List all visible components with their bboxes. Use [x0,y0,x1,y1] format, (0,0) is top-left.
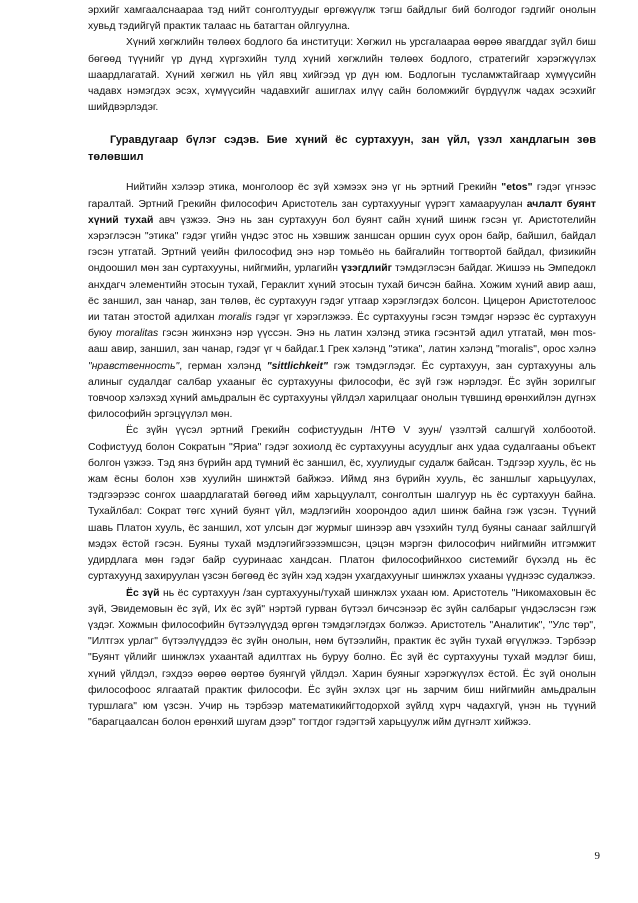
paragraph-1: эрхийг хамгаалснаараа тэд нийт сонголтуудыг өргөжүүлж тэгш байдлыг бий болгодог гэдгийг онолын хувьд тэдийгүй практик талаас нь батагтан ойлгуулна. [88,5,596,33]
page-number: 9 [594,850,600,862]
paragraph-4: Ёс зүйн үүсэл эртний Грекийн софистуудын /НТӨ V зуун/ үзэлтэй салшгүй холбоотой. Софистууд болон Сократын "Яриа" гэдэг зохиолд ёс суртахууны асуудлыг анх удаа судалгааны объект болгон үзжээ. Тэд янз бүрийн ард түмний ёс заншил, ёс, хуулиудыг судалж байсан. Тэдгээр хууль, ёс нь жам ёсны болон хэв хуулийн шинжтэй байжээ. Иймд янз бүрийн хууль, ёс заншлыг харьцуулах, тэдгээрээс сонгох шаардлагатай бөгөөд ийм харьцуулалт, сонголтын шалгуур нь ёс суртахуун байна. Тухайлбал: Сократ төгс хүний буянт үйл, мэдлэгийн хоорондоо адил шинж байна гэж үзсэн. Түүний шавь Платон хууль, ёс заншил, хот улсын дэг журмыг шинээр авч үзэхийн тулд буяны санааг зайлшгүй мэдэх ёстой гэсэн. Буяны тухай мэдлэгийгээзэмшсэн, цэцэн мэргэн философич нийгмийн итгэмжит удирдлага мөн гэдэг байр сууринаас хандсан. Платон философийнхоо системийг бүхэлд нь ёс суртахуунд захируулан үзсэн бөгөөд ёс зүйн хэд хэдэн ухагдахууныг шинжлэх ухааны үүднээс судалжээ. [88,425,596,583]
section-heading: Гуравдугаар бүлэг сэдэв. Бие хүний ёс суртахуун, зан үйл, үзэл хандлагын зөв төлөвшил [88,134,596,164]
paragraph-5: Ёс зүй нь ёс суртахуун /зан суртахууны/тухай шинжлэх ухаан юм. Аристотель "Никомаховын ёс зүй, Эвидемовын ёс зүй, Их ёс зүй" нэртэй гурван бүтээл бичсэнээр ёс зүйн салбарыг үндэслэсэн гэж үздэг. Хожмын философийн бүтээлүүдэд өргөн тэмдэглэгдэх болжээ. Аристотель "Аналитик", "Улс төр", "Илтгэх урлаг" бүтээлүүддээ ёс зүйн онолын, нөм бүтээлийн, практик ёс зүйн тухай өгүүлжээ. Тэрбээр "Буянт үйлийг шинжлэх ухаантай адилтгах нь буруу болно. Ёс зүй ёс суртахууны тухай мэдлэг биш, хүний үйлдэл, гэхдээ өөрөө өөртөө буянгүй үйлдэл. Харин буяныг хэрэгжүүлэх ёстой. Ёс зүй онолын философоос ялгаатай практик философи. Ёс зүйн эхлэх цэг нь зарчим биш нийгмийн амьдралын туршлага" юм үзсэн. Учир нь тэрбээр математикийгтодорхой зүйлд хүрч чадахгүй, үнэн нь түүний "барагцаалсан болон ерөнхий шугам дээр" тогтдог гэдэгтэй харьцуулж ийм дүгнэлт хийжээ. [88,587,596,729]
paragraph-3: Нийтийн хэлээр этика, монголоор ёс зүй хэмээх энэ үг нь эртний Грекийн "etos" гэдэг үгнээс гаралтай. Эртний Грекийн философич Аристотель зан суртахууныг үүрэгт хамааруулан ачлалт буянт хүний тухай авч үзжээ. Энэ нь зан суртахуун бол буянт сайн хүний шинж гэсэн үг. Аристотелийн хэрэглэсэн "этика" гэдэг үгийн үндэс этос нь хэвшиж заншсан оршин суух орон байр, байшил, байдал гэсэн утгатай. Эртний үеийн философид энэ нэр томьёо нь байгалийн тогтвортой байдал, физикийн ондоошил мөн зан суртахууны, нийгмийн, урлагийн үзэгдлийг тэмдэглэсэн байдаг. Жишээ нь Эмпедокл анхдагч элементийн этосын тухай, Гераклит хүний этосын тухай бичсэн байна. Хожим хүний авир ааш, ёс заншил, зан чанар, зан төлөв, ёс суртахуун гэдэг утгаар хэрэглэгдэх болсон. Цицерон Аристотелоос ии татан этостой адилхан moralis гэдэг үг хэрэглэжээ. Ёс суртахууны гэсэн тэмдэг нэрээс ёс суртахуун буюу moralitas гэсэн жинхэнэ нэр үүссэн. Энэ нь латин хэлэнд этика гэсэнтэй адил утгатай, мөн mos-aaш авир, заншил, зан чанар, гэдэг үг ч байдаг.1 Грек хэлэнд "этика", латин хэлэнд "moralis", орос хэлнэ "нравственность", герман хэлэнд "sittlichkeit" гэж тэмдэглэдэг. Ёс суртахуун, зан суртахууны аль алиныг судалдаг салбар ухааныг ёс суртахууны философи, ёс зүй гэж нэрлэдэг. Ёс зүйн зорилгыг товчоор хэлэхэд хүний амьдралын ёс суртахууны үйлдэл харилцааг онолын түвшинд өрөнхийлэн дүгнэх философийн эргэцүүлэл мөн. [88,182,597,421]
paragraph-2: Хүний хөгжлийн төлөөх бодлого ба институци: Хөгжил нь урсгалаараа өөрөө явагддаг зүйл биш бөгөөд түүнийг үр дүнд хүргэхийн тулд хүний хөгжлийн төлөөх бодлого, стратегийг хэрэгжүүлэх шаардлагатай. Хүний хөгжил нь үйл явц хийгээд үр дүн юм. Бодлогын тусламжтайгаар хүмүүсийн чадавх нэмэгдэх эсэх, хүмүүсийн чадавхийг ашиглах илүү сайн боломжийг бүрдүүлж чадах эсэхийг шийдвэрлэдэг. [88,37,596,114]
page-body [88,3,596,731]
